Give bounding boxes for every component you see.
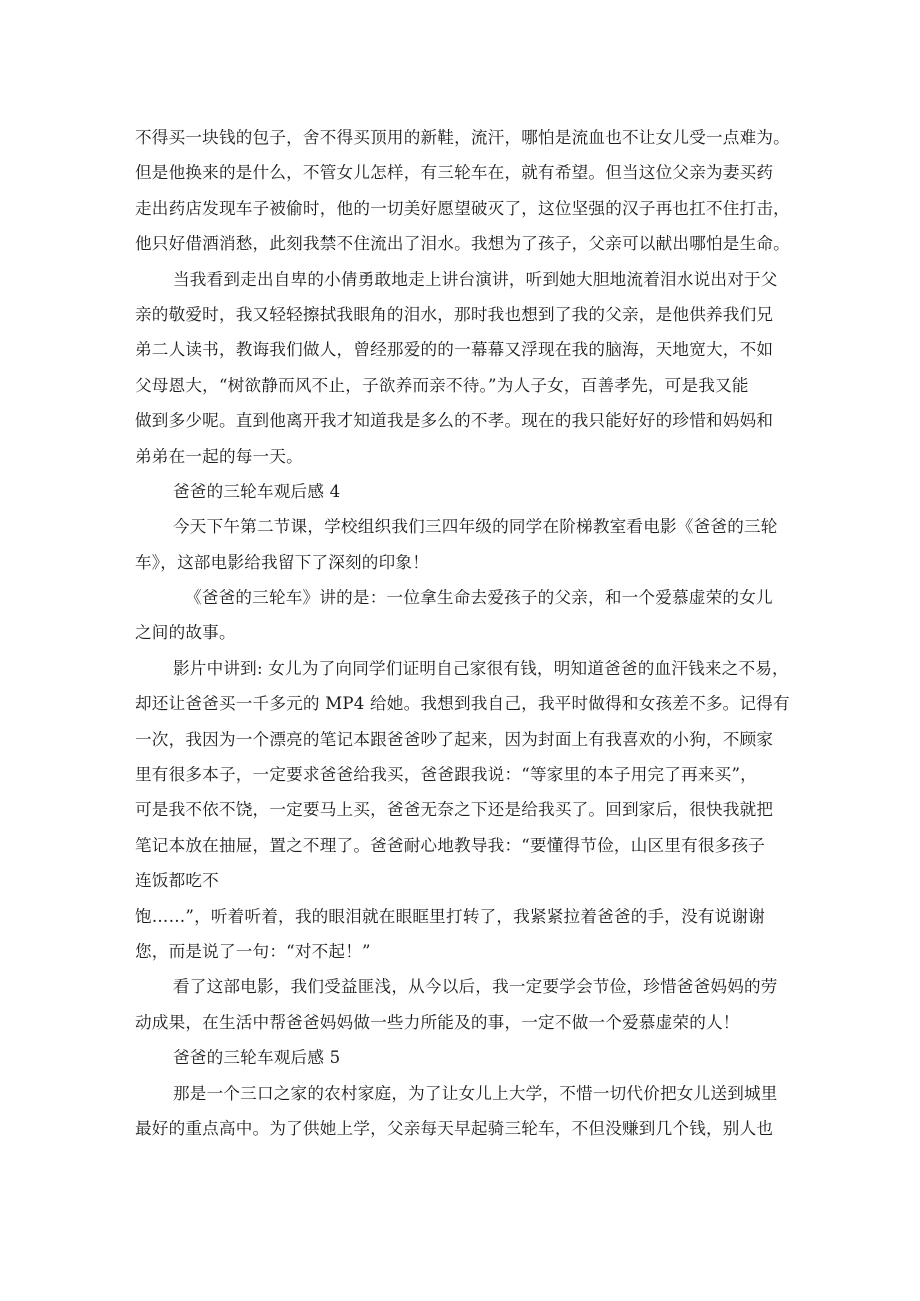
text-line: 那是一个三口之家的农村家庭，为了让女儿上大学，不惜一切代价把女儿送到城里 xyxy=(173,1083,778,1103)
text-line: 父母恩大，“树欲静而风不止，子欲养而亲不待。”为人子女，百善孝先，可是我又能 xyxy=(135,375,749,395)
text-line: 他只好借酒消愁，此刻我禁不住流出了泪水。我想为了孩子，父亲可以献出哪怕是生命。 xyxy=(135,234,790,254)
text-line: 连饭都吃不 xyxy=(135,871,219,891)
text-line: 走出药店发现车子被偷时，他的一切美好愿望破灭了，这位坚强的汉子再也扛不住打击， xyxy=(135,198,790,218)
text-line: 弟二人读书，教诲我们做人，曾经那爱的的一幕幕又浮现在我的脑海，天地宽大，不如 xyxy=(135,340,774,360)
text-line: 看了这部电影，我们受益匪浅，从今以后，我一定要学会节俭，珍惜爸爸妈妈的劳 xyxy=(173,977,778,997)
text-line: 不得买一块钱的包子，舍不得买顶用的新鞋，流汗，哪怕是流血也不让女儿受一点难为。 xyxy=(135,128,790,147)
text-line: 爸爸的三轮车观后感 5 xyxy=(173,1048,341,1068)
text-line: 做到多少呢。直到他离开我才知道我是多么的不孝。现在的我只能好好的珍惜和妈妈和 xyxy=(135,411,774,431)
text-line: 《爸爸的三轮车》讲的是：一位拿生命去爱孩子的父亲，和一个爱慕虚荣的女儿 xyxy=(185,588,773,608)
text-line: 亲的敬爱时，我又轻轻擦拭我眼角的泪水，那时我也想到了我的父亲，是他供养我们兄 xyxy=(135,304,774,324)
text-line: 但是他换来的是什么，不管女儿怎样，有三轮车在，就有希望。但当这位父亲为妻买药 xyxy=(135,163,774,183)
text-line: 今天下午第二节课，学校组织我们三四年级的同学在阶梯教室看电影《爸爸的三轮 xyxy=(173,517,778,537)
text-line: 影片中讲到: 女儿为了向同学们证明自己家很有钱，明知道爸爸的血汗钱来之不易， xyxy=(173,658,789,678)
text-line: 您，而是说了一句：“对不起！” xyxy=(135,941,371,961)
text-line: 可是我不依不饶，一定要马上买，爸爸无奈之下还是给我买了。回到家后，很快我就把 xyxy=(135,800,774,820)
text-line: 饱……”，听着听着，我的眼泪就在眼眶里打转了，我紧紧拉着爸爸的手，没有说谢谢 xyxy=(135,906,766,926)
text-line: 之间的故事。 xyxy=(135,623,236,643)
text-line: 里有很多本子，一定要求爸爸给我买，爸爸跟我说：“等家里的本子用完了再来买”， xyxy=(135,765,757,785)
text-line: 最好的重点高中。为了供她上学，父亲每天早起骑三轮车，不但没赚到几个钱，别人也 xyxy=(135,1118,774,1138)
text-line: 当我看到走出自卑的小倩勇敢地走上讲台演讲，听到她大胆地流着泪水说出对于父 xyxy=(173,269,778,289)
text-line: 却还让爸爸买一千多元的 MP4 给她。我想到我自己，我平时做得和女孩差不多。记得有 xyxy=(135,694,790,714)
text-line: 车》，这部电影给我留下了深刻的印象！ xyxy=(135,552,429,572)
text-line: 弟弟在一起的每一天。 xyxy=(135,446,303,466)
text-line: 动成果，在生活中帮爸爸妈妈做一些力所能及的事，一定不做一个爱慕虚荣的人！ xyxy=(135,1012,740,1032)
text-line: 一次，我因为一个漂亮的笔记本跟爸爸吵了起来，因为封面上有我喜欢的小狗，不顾家 xyxy=(135,729,774,749)
text-line: 爸爸的三轮车观后感 4 xyxy=(173,481,341,501)
text-line: 笔记本放在抽屉，置之不理了。爸爸耐心地教导我：“要懂得节俭，山区里有很多孩子 xyxy=(135,835,766,855)
document-body xyxy=(135,120,790,1146)
